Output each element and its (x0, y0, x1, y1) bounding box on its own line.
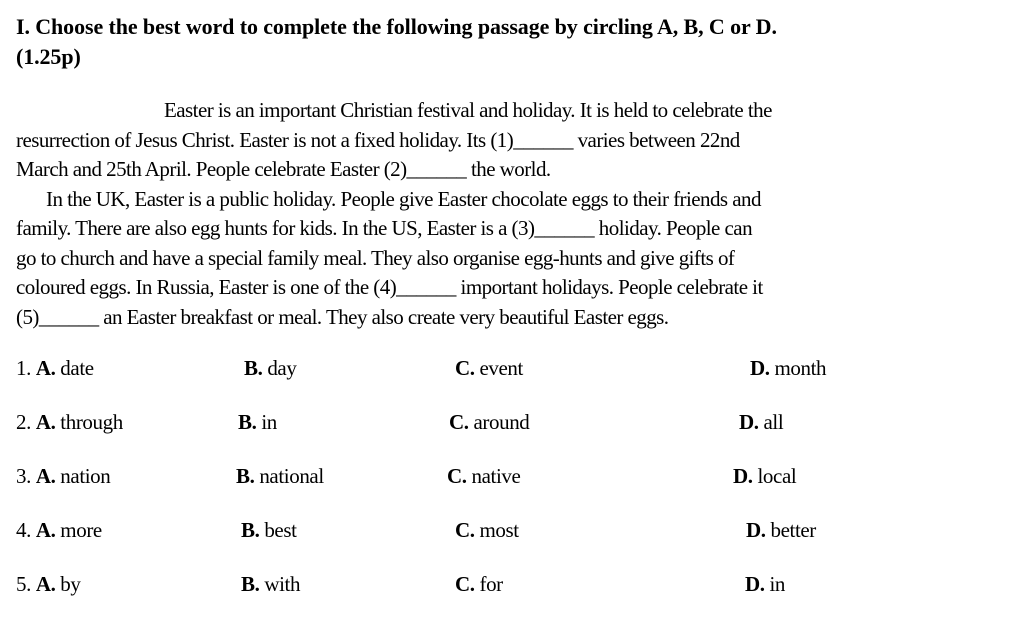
option-letter: C. (455, 572, 475, 596)
option-text: in (769, 572, 786, 596)
option-3d[interactable] (733, 464, 796, 489)
option-letter: B. (238, 410, 257, 434)
option-5c[interactable] (455, 572, 503, 597)
passage-line: resurrection of Jesus Christ. Easter is not a fixed holiday. Its (1)______ varies between 22nd (16, 127, 740, 152)
option-text: more (60, 518, 102, 542)
option-letter: D. (746, 518, 766, 542)
question-row-2 (0, 406, 1024, 460)
reading-passage (16, 96, 996, 332)
option-letter: A. (35, 356, 56, 380)
option-letter: A. (35, 518, 56, 542)
option-1d[interactable] (750, 356, 826, 381)
question-number: 4. (16, 518, 31, 542)
option-1b[interactable] (244, 356, 296, 381)
option-4c[interactable] (455, 518, 519, 543)
option-text: most (479, 518, 519, 542)
passage-line: family. There are also egg hunts for kids. In the US, Easter is a (3)______ holiday. People can (16, 216, 753, 240)
option-letter: C. (455, 356, 475, 380)
question-number: 5. (16, 572, 31, 596)
option-letter: D. (733, 464, 753, 488)
question-row-1 (0, 352, 1024, 406)
option-letter: B. (244, 356, 263, 380)
passage-line: (5)______ an Easter breakfast or meal. They also create very beautiful Easter eggs. (16, 304, 669, 329)
option-3c[interactable] (447, 464, 520, 489)
option-text: local (757, 464, 797, 488)
option-text: month (774, 356, 827, 380)
option-letter: D. (750, 356, 770, 380)
option-text: by (60, 572, 81, 596)
option-text: nation (60, 464, 111, 488)
option-letter: C. (455, 518, 475, 542)
option-letter: C. (447, 464, 467, 488)
passage-line: go to church and have a special family meal. They also organise egg-hunts and give gifts of (16, 245, 735, 270)
passage-line: coloured eggs. In Russia, Easter is one of the (4)______ important holidays. People celebrate it (16, 275, 763, 299)
option-letter: B. (236, 464, 255, 488)
option-letter: B. (241, 518, 260, 542)
question-row-3 (0, 460, 1024, 514)
option-1c[interactable] (455, 356, 523, 381)
question-number: 1. (16, 356, 31, 380)
question-number: 2. (16, 410, 31, 434)
answer-options (0, 352, 1024, 622)
option-4d[interactable] (746, 518, 816, 543)
option-letter: A. (35, 572, 56, 596)
option-text: native (471, 464, 521, 488)
question-row-5 (0, 568, 1024, 622)
option-3a[interactable] (16, 464, 110, 489)
option-5d[interactable] (745, 572, 785, 597)
option-text: day (267, 356, 297, 380)
option-3b[interactable] (236, 464, 324, 489)
option-4a[interactable] (16, 518, 102, 543)
option-letter: B. (241, 572, 260, 596)
option-text: date (60, 356, 94, 380)
option-2c[interactable] (449, 410, 529, 435)
exercise-heading-points: (1.25p) (16, 44, 81, 69)
option-2a[interactable] (16, 410, 123, 435)
passage-line: March and 25th April. People celebrate Easter (2)______ the world. (16, 157, 551, 181)
option-letter: A. (35, 464, 56, 488)
option-2b[interactable] (238, 410, 277, 435)
option-text: all (763, 410, 784, 434)
option-text: best (264, 518, 297, 542)
option-text: event (479, 356, 523, 380)
option-1a[interactable] (16, 356, 94, 381)
option-text: around (473, 410, 530, 434)
option-text: better (770, 518, 816, 542)
option-2d[interactable] (739, 410, 783, 435)
option-letter: A. (35, 410, 56, 434)
option-letter: D. (745, 572, 765, 596)
option-text: through (60, 410, 123, 434)
option-letter: C. (449, 410, 469, 434)
passage-line: In the UK, Easter is a public holiday. People give Easter chocolate eggs to their friends and (46, 186, 761, 211)
option-text: for (479, 572, 503, 596)
option-text: with (264, 572, 301, 596)
question-row-4 (0, 514, 1024, 568)
exercise-heading-line-1: I. Choose the best word to complete the following passage by circling A, B, C or D. (16, 14, 777, 39)
option-text: national (259, 464, 324, 488)
option-letter: D. (739, 410, 759, 434)
option-text: in (261, 410, 277, 434)
question-number: 3. (16, 464, 31, 488)
passage-line: Easter is an important Christian festival and holiday. It is held to celebrate the (164, 98, 772, 122)
option-5a[interactable] (16, 572, 81, 597)
exercise-heading (16, 12, 996, 72)
option-5b[interactable] (241, 572, 300, 597)
option-4b[interactable] (241, 518, 297, 543)
